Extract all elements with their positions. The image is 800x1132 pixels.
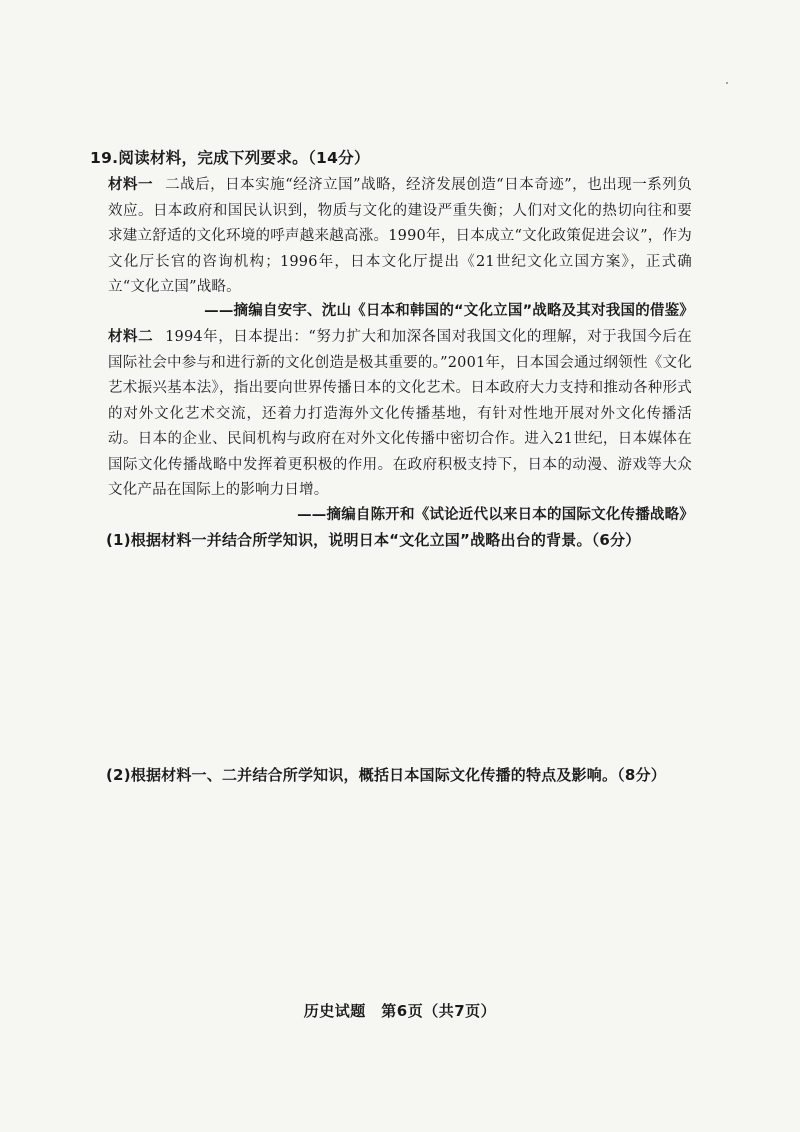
material-two-source: ——摘编自陈开和《试论近代以来日本的国际文化传播战略》	[297, 507, 694, 523]
page-footer: 历史试题 第6页（共7页）	[303, 1002, 497, 1020]
material-one	[108, 173, 692, 301]
material-two-label: 材料二	[108, 329, 154, 345]
material-one-label: 材料一	[108, 177, 154, 193]
material-one-text: 二战后，日本实施“经济立国”战略，经济发展创造“日本奇迹”，也出现一系列负效应。日本政府和国民认识到，物质与文化的建设严重失衡；人们对文化的热切向往和要求建立舒适的文化环境的呼声越来越高涨。1990年，日本成立“文化政策促进会议”，作为文化厅长官的咨询机构；1996年，日本文化厅提出《21世纪文化立国方案》，正式确立“文化立国”战略。	[108, 177, 692, 295]
question-title: 19.阅读材料，完成下列要求。（14分）	[90, 149, 370, 167]
material-one-source: ——摘编自安宇、沈山《日本和韩国的“文化立国”战略及其对我国的借鉴》	[204, 303, 694, 319]
sub-question-1: (1)根据材料一并结合所学知识，说明日本“文化立国”战略出台的背景。（6分）	[106, 531, 641, 549]
material-two	[108, 325, 692, 504]
sub-question-2: (2)根据材料一、二并结合所学知识，概括日本国际文化传播的特点及影响。（8分）	[106, 766, 666, 784]
material-two-text: 1994年，日本提出：“努力扩大和加深各国对我国文化的理解，对于我国今后在国际社会中参与和进行新的文化创造是极其重要的。”2001年，日本国会通过纲领性《文化艺术振兴基本法》，指出要向世界传播日本的文化艺术。日本政府大力支持和推动各种形式的对外文化艺术交流，还着力打造海外文化传播基地，有针对性地开展对外文化传播活动。日本的企业、民间机构与政府在对外文化传播中密切合作。进入21世纪，日本媒体在国际文化传播战略中发挥着更积极的作用。在政府积极支持下，日本的动漫、游戏等大众文化产品在国际上的影响力日增。	[108, 329, 692, 498]
scan-speck	[726, 82, 728, 84]
